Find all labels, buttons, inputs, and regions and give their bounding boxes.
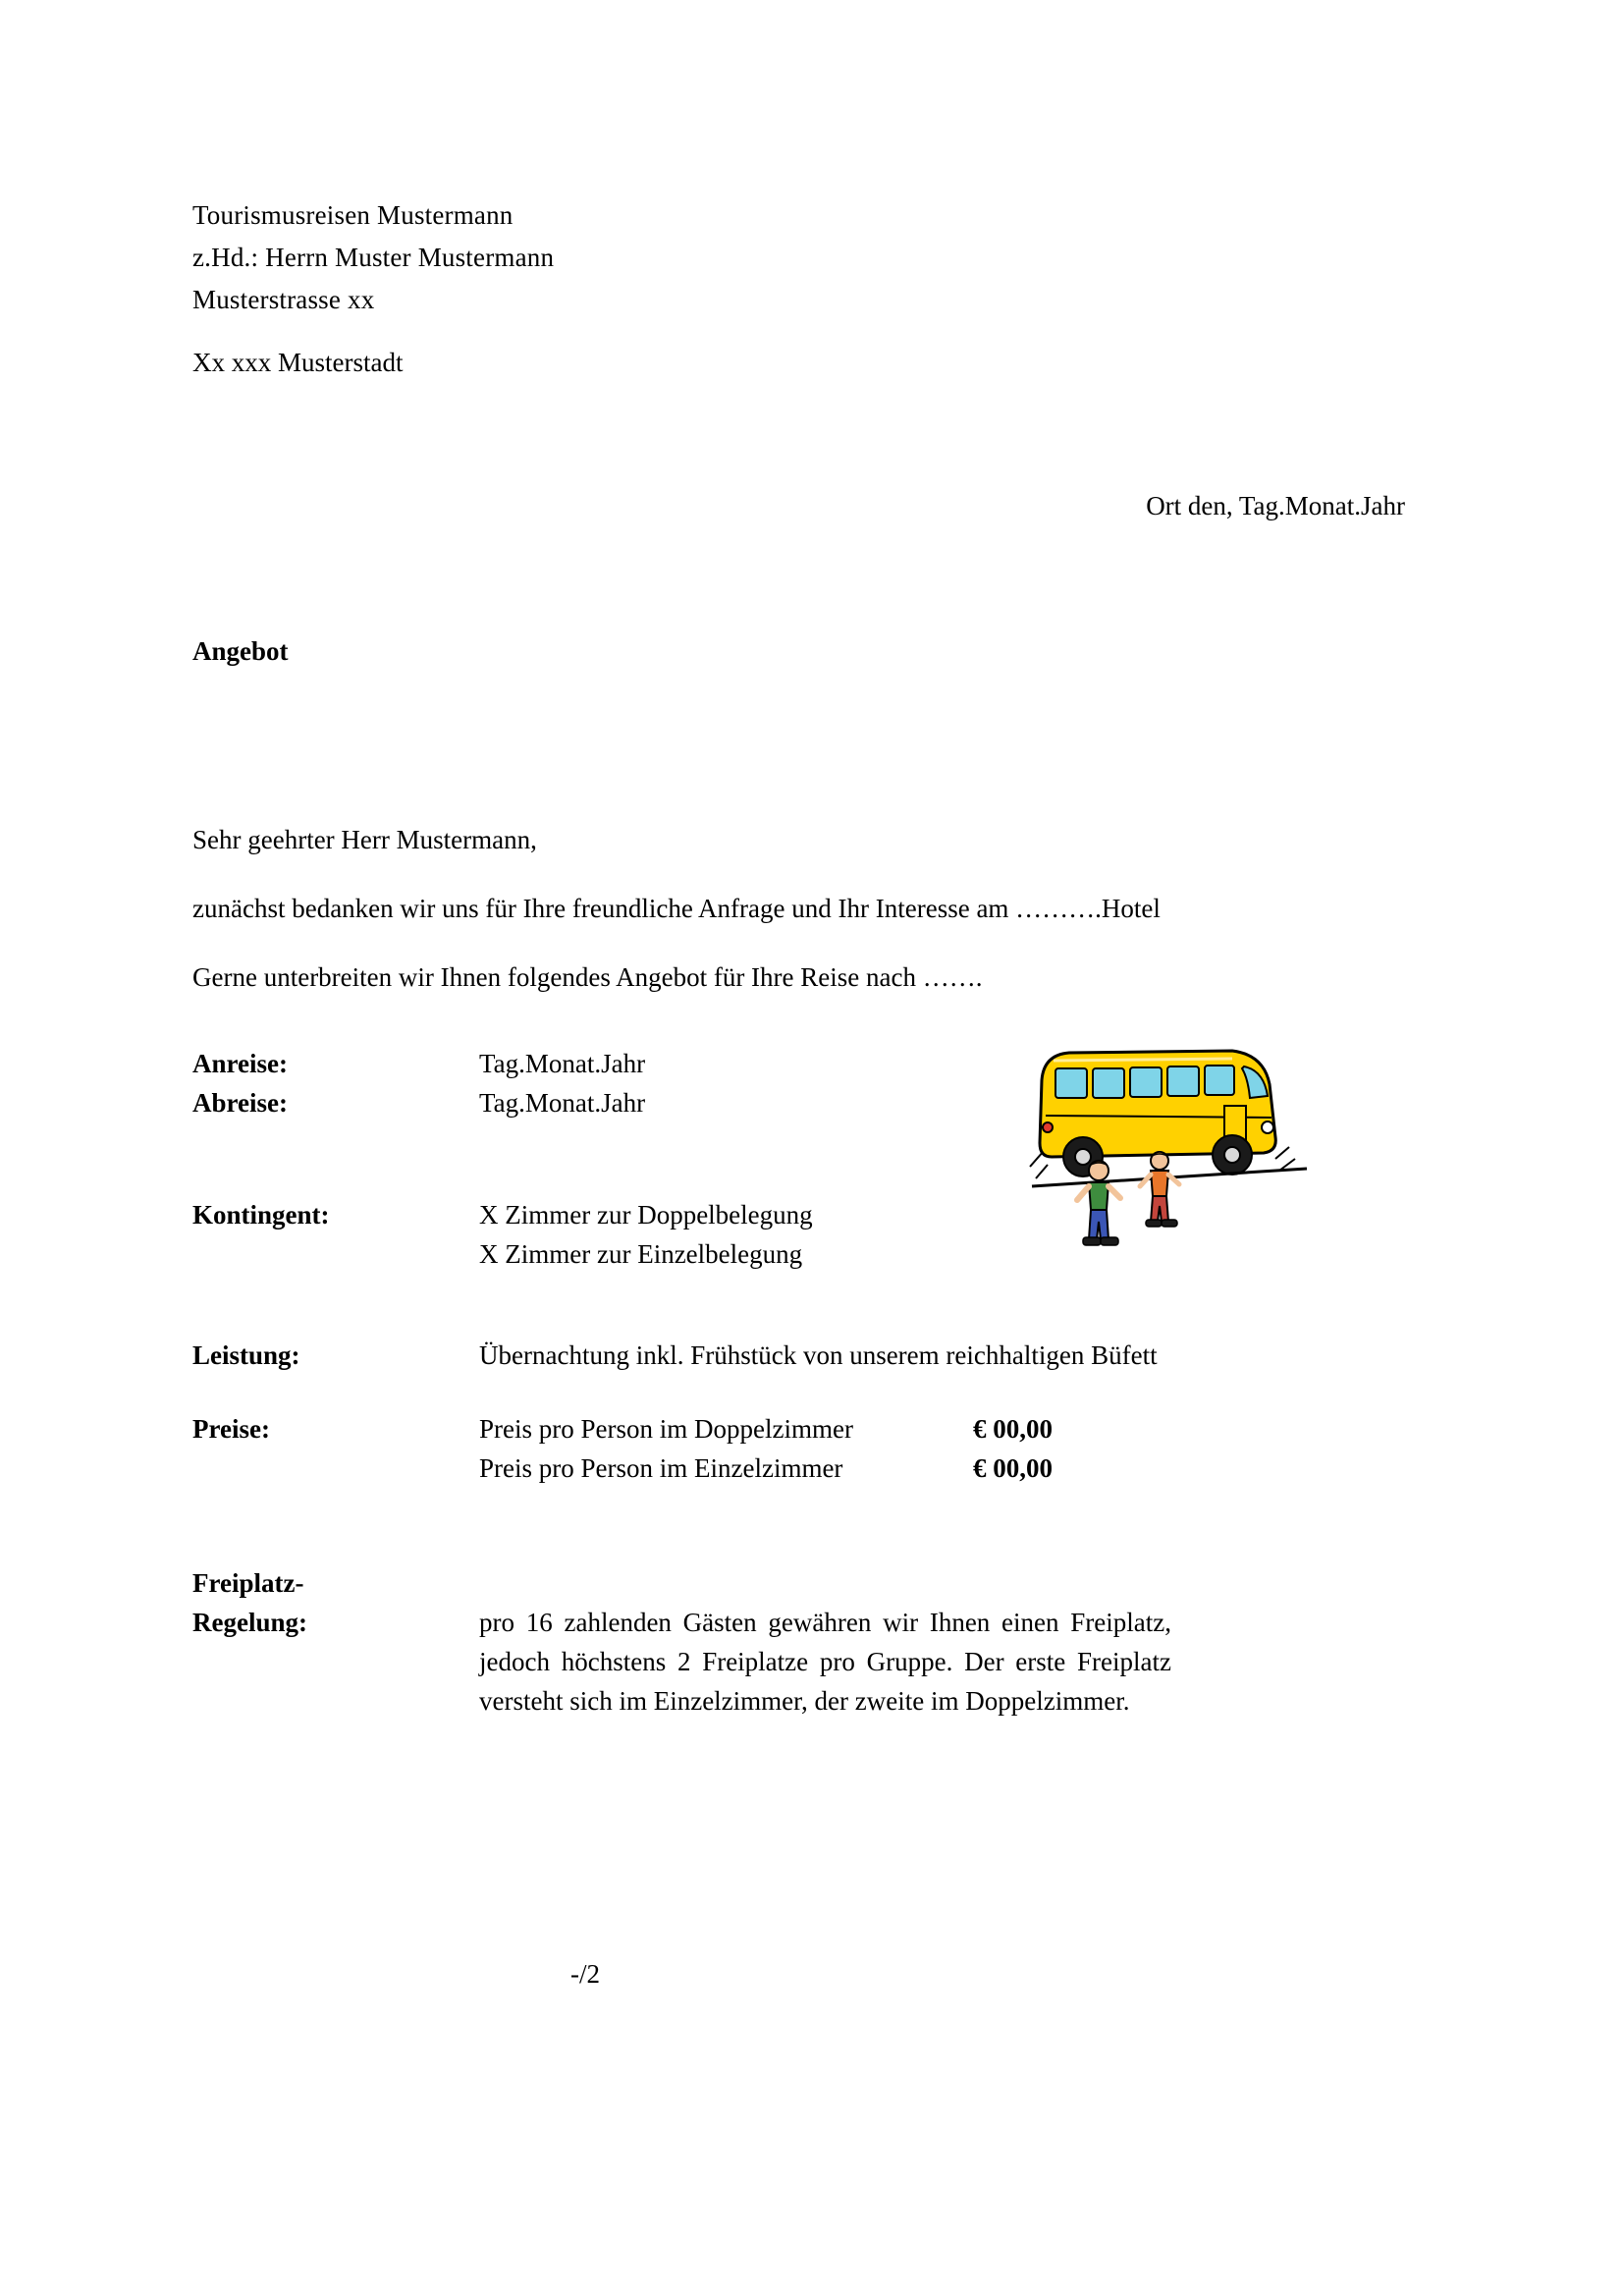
row-kontingent-label: Kontingent: (192, 1200, 330, 1230)
row-freiplatz-label (192, 1563, 307, 1642)
row-abreise-label: Abreise: (192, 1088, 288, 1118)
row-preise-value-2: Preis pro Person im Einzelzimmer (479, 1453, 843, 1483)
intro-paragraph-1: zunächst bedanken wir uns für Ihre freundliche Anfrage und Ihr Interesse am ……….Hotel (192, 894, 1161, 923)
school-bus-illustration (1022, 1021, 1317, 1267)
intro-paragraph-2: Gerne unterbreiten wir Ihnen folgendes Angebot für Ihre Reise nach ……. (192, 962, 983, 992)
row-anreise-label: Anreise: (192, 1049, 288, 1078)
row-leistung-label: Leistung: (192, 1340, 300, 1370)
child-figure-2 (1140, 1152, 1179, 1227)
page-number: -/2 (570, 1959, 600, 1989)
sender-address-block (192, 194, 554, 321)
row-leistung-value: Übernachtung inkl. Frühstück von unserem reichhaltigen Büfett (479, 1340, 1158, 1370)
date-line: Ort den, Tag.Monat.Jahr (1146, 491, 1405, 520)
subject-heading: Angebot (192, 636, 289, 666)
row-freiplatz-label-line-2: Regelung: (192, 1608, 307, 1637)
row-kontingent-value-1: X Zimmer zur Doppelbelegung (479, 1200, 813, 1230)
row-preise-price-2: € 00,00 (973, 1453, 1053, 1483)
row-preise-label: Preise: (192, 1414, 270, 1444)
row-preise-price-1: € 00,00 (973, 1414, 1053, 1444)
salutation: Sehr geehrter Herr Mustermann, (192, 825, 537, 854)
sender-line-3: Musterstrasse xx (192, 285, 375, 314)
sender-line-2: z.Hd.: Herrn Muster Mustermann (192, 243, 555, 272)
row-freiplatz-text: pro 16 zahlenden Gästen gewähren wir Ihnen einen Freiplatz, jedoch höchstens 2 Freiplatze pro Gruppe. Der erste Freiplatz versteht sich im Einzelzimmer, der zweite im Doppelzimmer. (479, 1608, 1171, 1716)
row-preise-value-1: Preis pro Person im Doppelzimmer (479, 1414, 853, 1444)
letter-body (192, 0, 1459, 2296)
sender-city: Xx xxx Musterstadt (192, 348, 404, 377)
row-anreise-value: Tag.Monat.Jahr (479, 1049, 646, 1078)
school-bus-icon (1022, 1021, 1317, 1267)
row-freiplatz-label-line-1: Freiplatz- (192, 1568, 304, 1598)
row-kontingent-value-2: X Zimmer zur Einzelbelegung (479, 1239, 803, 1269)
sender-line-1: Tourismusreisen Mustermann (192, 200, 514, 230)
row-abreise-value: Tag.Monat.Jahr (479, 1088, 646, 1118)
